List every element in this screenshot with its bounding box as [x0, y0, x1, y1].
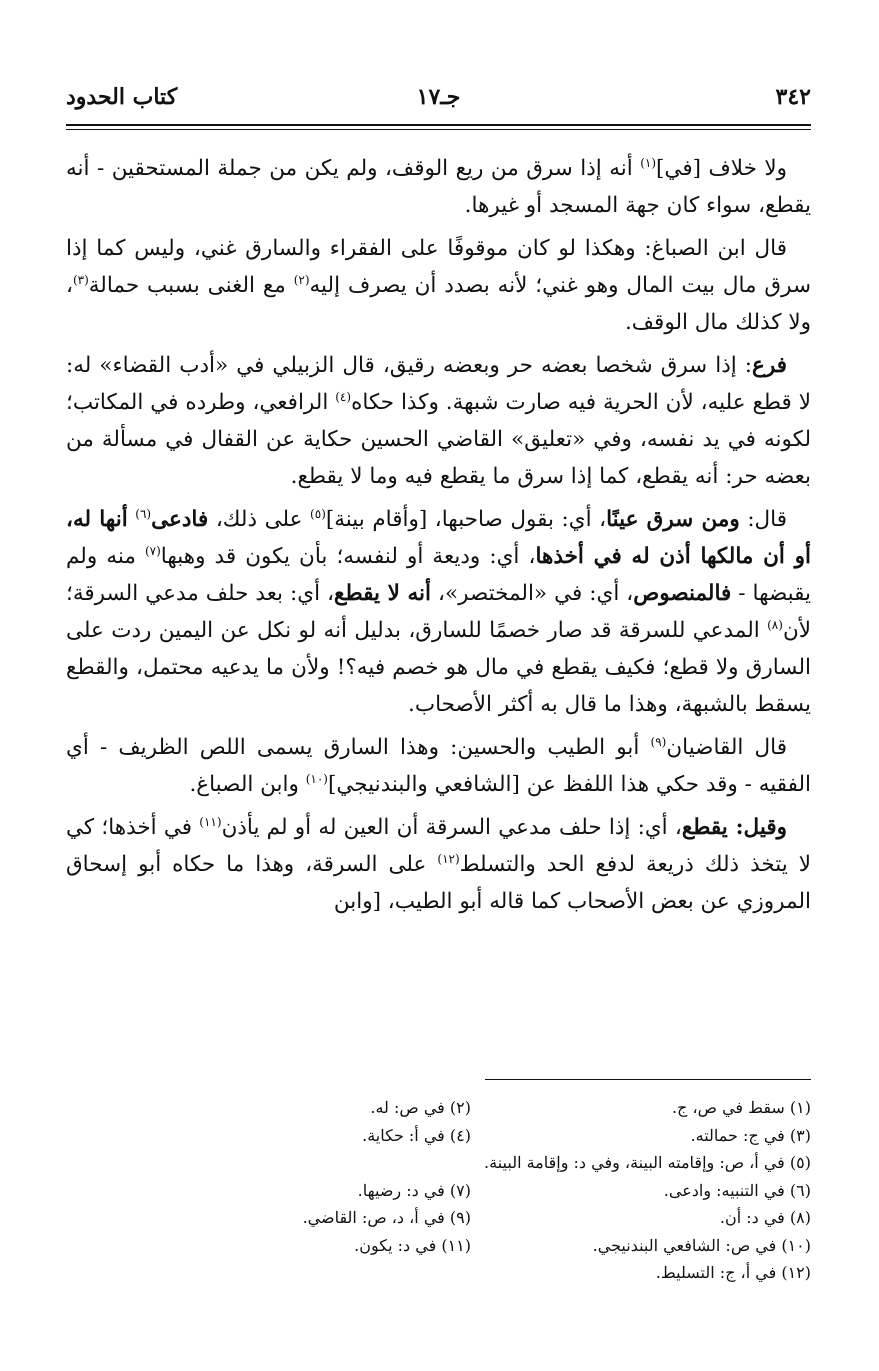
header-rule — [66, 124, 811, 126]
book-title: كتاب الحدود — [66, 84, 178, 110]
footnote: (٢) في ص: له. — [370, 1098, 471, 1117]
footnote: (١) سقط في ص، ج. — [671, 1098, 811, 1117]
footnote-rule — [485, 1079, 811, 1080]
footnote: (٣) في ج: حمالته. — [690, 1125, 811, 1145]
footnote: (٧) في د: رضيها. — [357, 1180, 471, 1200]
header-rule-thin — [66, 129, 811, 130]
footnote: (٥) في أ، ص: وإقامته البينة، وفي د: وإقامة البينة. — [484, 1153, 811, 1172]
footnote: (٦) في التنبيه: وادعى. — [663, 1180, 811, 1200]
footnote: (١٢) في أ، ج: التسليط. — [655, 1263, 811, 1282]
footnote: (٨) في د: أن. — [719, 1208, 811, 1227]
footnote: (٤) في أ: حكاية. — [362, 1125, 471, 1145]
running-header — [66, 84, 811, 124]
main-text — [66, 150, 811, 926]
paragraph: وقيل: يقطع، أي: إذا حلف مدعي السرقة أن العين له أو لم يأذن$^{(١١)}$ في أخذها؛ كي لا يتخذ ذلك ذريعة لدفع الحد والتسلط$^{(١٢)}$ على السرقة، وهذا ما حكاه أبو إسحاق المروزي عن بعض الأصحاب كما قاله أبو الطيب، [وابن — [66, 814, 811, 914]
paragraph: قال القاضيان$^{(٩)}$ أبو الطيب والحسين: وهذا السارق يسمى اللص الظريف - أي الفقيه - وقد حكي هذا اللفظ عن [الشافعي والبندنيجي]$^{(١٠)}$ وابن الصباغ. — [66, 734, 811, 797]
volume-number: جـ١٧ — [416, 84, 461, 110]
paragraph: قال ابن الصباغ: وهكذا لو كان موقوفًا على الفقراء والسارق غني، وليس كما إذا سرق مال بيت المال وهو غني؛ لأنه بصدد أن يصرف إليه$^{(٢)}$ مع الغنى بسبب حمالة$^{(٣)}$، ولا كذلك مال الوقف. — [66, 236, 811, 335]
footnote: (١١) في د: يكون. — [354, 1235, 471, 1255]
paragraph: قال: ومن سرق عينًا، أي: بقول صاحبها، [وأقام بينة]$^{(٥)}$ على ذلك، فادعى$^{(٦)}$ أنها له، أو أن مالكها أذن له في أخذها، أي: وديعة أو لنفسه؛ بأن يكون قد وهبها$^{(٧)}$ منه ولم يقبضها - فالمنصوص، أي: في «المختصر»، أنه لا يقطع، أي: بعد حلف مدعي السرقة؛ لأن$^{(٨)}$ المدعي للسرقة قد صار خصمًا للسارق، بدليل أنه لو نكل عن اليمين ردت على السارق ولا قطع؛ فكيف يقطع في مال هو خصم فيه؟! ولأن ما يدعيه محتمل، والقطع يسقط بالشبهة، وهذا ما قال به أكثر الأصحاب. — [66, 506, 812, 717]
footnotes — [66, 1094, 811, 1287]
paragraph: فرع: إذا سرق شخصا بعضه حر وبعضه رقيق، قال الزبيلي في «أدب القضاء» له: لا قطع عليه، لأن الحرية فيه صارت شبهة. وكذا حكاه$^{(٤)}$ الرافعي، وطرده في المكاتب؛ لكونه في يد نفسه، وفي «تعليق» القاضي الحسين حكاية عن القفال في مسألة من بعضه حر: أنه يقطع، كما إذا سرق ما يقطع فيه وما لا يقطع. — [66, 353, 811, 489]
footnote: (١٠) في ص: الشافعي البندنيجي. — [592, 1235, 811, 1255]
paragraph: ولا خلاف [في]$^{(١)}$ أنه إذا سرق من ريع الوقف، ولم يكن من جملة المستحقين - أنه يقطع، سواء كان جهة المسجد أو غيرها. — [66, 155, 811, 218]
footnote: (٩) في أ، د، ص: القاضي. — [302, 1208, 471, 1227]
page-number: ٣٤٢ — [775, 84, 811, 110]
